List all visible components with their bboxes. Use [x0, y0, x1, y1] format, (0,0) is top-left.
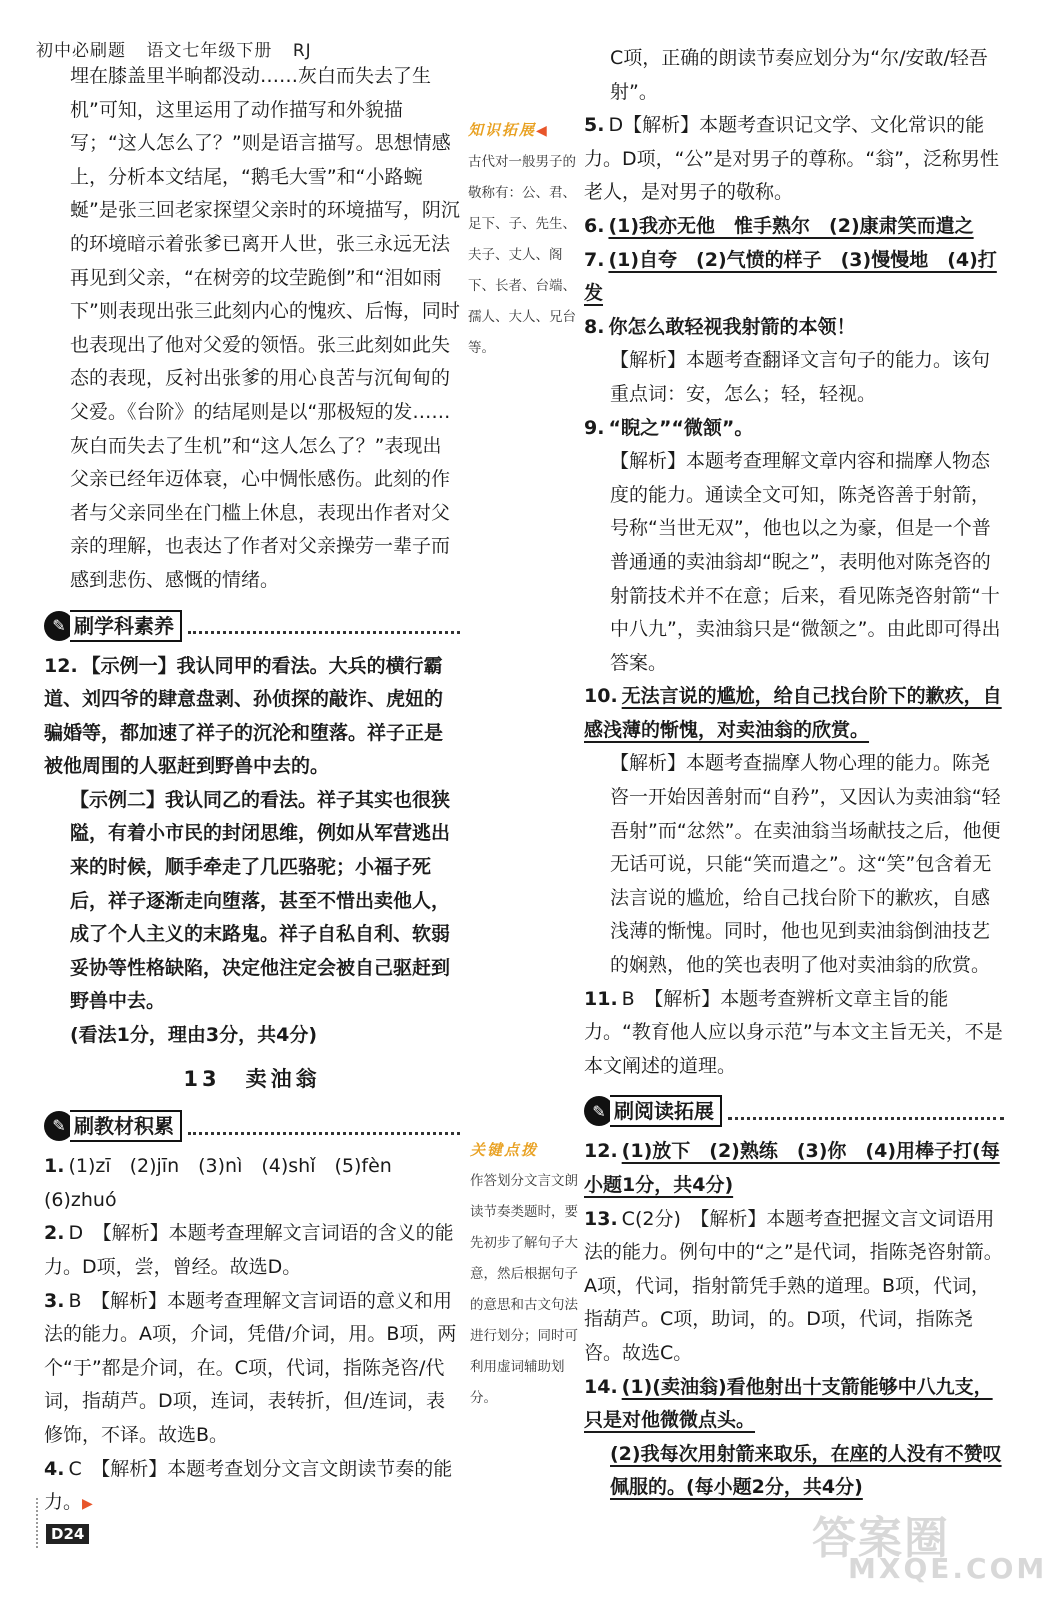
side-note-title: 知识拓展◀ — [468, 121, 549, 139]
dotted-divider — [188, 1118, 460, 1135]
side-note-title: 关键点拨 — [470, 1141, 539, 1159]
answer-10: 10. 无法言说的尴尬，给自己找台阶下的歉疚，自感浅薄的惭愧，对卖油翁的欣赏。 — [584, 685, 1002, 741]
answer-9-note: 【解析】本题考查理解文章内容和揣摩人物态度的能力。通读全文可知，陈尧咨善于射箭，号称“当世无双”，他也以之为豪，但是一个普普通通的卖油翁却“睨之”，表明他对陈尧咨的射箭技术并不在意；后来，看见陈尧咨射箭“十中八九”，卖油翁只是“微颔之”。由此即可得出答案。 — [610, 450, 1001, 674]
answer-11: 11. B 【解析】本题考查辨析文章主旨的能力。“教育他人应以身示范”与本文主旨无关，不是本文阐述的道理。 — [584, 987, 1003, 1077]
answer-12-example2: 【示例二】我认同乙的看法。祥子其实也很狭隘，有着小市民的封闭思维，例如从军营逃出来的时候，顺手牵走了几匹骆驼；小福子死后，祥子逐渐走向堕落，甚至不惜出卖他人，成了个人主义的末路鬼。祥子自私自利、软弱妥协等性格缺陷，决定他注定会被自己驱赶到野兽中去。 — [70, 788, 451, 1013]
answer-12-score: (看法1分，理由3分，共4分) — [70, 1024, 318, 1047]
answer-12-reading: 12. (1)放下 (2)熟练 (3)你 (4)用棒子打(每小题1分，共4分) — [584, 1140, 1000, 1196]
answer-1: 1. (1)zī (2)jīn (3)nì (4)shǐ (5)fèn (6)zhuó — [44, 1155, 411, 1211]
arrow-right-icon: ▶ — [82, 1496, 93, 1513]
answer-4: 4. C 【解析】本题考查划分文言文朗读节奏的能力。▶ — [44, 1457, 453, 1514]
dotted-divider — [728, 1103, 1004, 1120]
side-note-text: 作答划分文言文朗读节奏类题时，要先初步了解句子大意，然后根据句子的意思和古文句法进行划分；同时可利用虚词辅助划分。 — [470, 1173, 578, 1406]
section-heading-textbook — [44, 1106, 460, 1146]
lesson-title: 13 卖油翁 — [183, 1066, 321, 1091]
side-note-text: 古代对一般男子的敬称有：公、君、足下、子、先生、夫子、丈人、阁下、长者、台端、孺人、大人、兄台等。 — [468, 154, 576, 356]
brush-icon: ✎ — [44, 611, 74, 641]
edition: RJ — [292, 41, 312, 61]
series-name: 初中必刷题 — [36, 41, 126, 61]
dotted-divider — [188, 617, 460, 634]
answer-13: 13. C(2分) 【解析】本题考查把握文言文词语用法的能力。例句中的“之”是代词，指陈尧咨射箭。A项，代词，指射箭凭手熟的道理。B项，代词，指葫芦。C项，助词，的。D项，代词，指陈尧咨。故选C。 — [584, 1207, 1003, 1364]
section-label: 刷阅读拓展 — [610, 1095, 722, 1127]
arrow-left-icon: ◀ — [536, 123, 549, 139]
answer-14: 14. (1)(卖油翁)看他射出十支箭能够中八九支，只是对他微微点头。 — [584, 1375, 993, 1432]
answer-3: 3. B 【解析】本题考查理解文言词语的意义和用法的能力。A项，介词，凭借/介词，用。B项，两个“于”都是介词，在。C项，代词，指陈尧咨/代词，指葫芦。D项，连词，表转折，但/连词，表修饰，不译。故选B。 — [44, 1289, 457, 1446]
side-note-knowledge — [468, 115, 580, 364]
page-header — [36, 36, 326, 61]
answer-8-note: 【解析】本题考查翻译文言句子的能力。该句重点词：安，怎么；轻，轻视。 — [610, 349, 991, 405]
left-column — [44, 60, 460, 1522]
brush-icon: ✎ — [44, 1111, 74, 1141]
answer-12: 12. 【示例一】我认同甲的看法。大兵的横行霸道、刘四爷的肆意盘剥、孙侦探的敲诈、虎妞的骗婚等，都加速了祥子的沉沦和堕落。祥子正是被他周围的人驱赶到野兽中去的。 — [44, 654, 444, 778]
answer-6: 6. (1)我亦无他 惟手熟尔 (2)康肃笑而遣之 — [584, 214, 974, 237]
answer-14-part2: (2)我每次用射箭来取乐，在座的人没有不赞叹佩服的。(每小题2分，共4分) — [610, 1442, 1002, 1499]
answer-5: 5. D【解析】本题考查识记文学、文化常识的能力。D项，“公”是对男子的尊称。“翁”，泛称男性老人，是对男子的敬称。 — [584, 114, 1000, 204]
section-label: 刷学科素养 — [70, 610, 182, 642]
page-margin-dots — [36, 1498, 38, 1548]
right-column — [584, 42, 1004, 1505]
answer-10-note: 【解析】本题考查揣摩人物心理的能力。陈尧咨一开始因善射而“自矜”，又因认为卖油翁“轻吾射”而“忿然”。在卖油翁当场献技之后，他便无话可说，只能“笑而遣之”。这“笑”包含着无法言说的尴尬，给自己找台阶下的歉疚，自感浅薄的惭愧。同时，他也见到卖油翁倒油技艺的娴熟，他的笑也表明了他对卖油翁的欣赏。 — [610, 752, 1001, 977]
analysis-paragraph: 埋在膝盖里半晌都没动……灰白而失去了生机”可知，这里运用了动作描写和外貌描写；“这人怎么了？”则是语言描写。思想情感上，分析本文结尾，“鹅毛大雪”和“小路蜿蜒”是张三回老家探望父亲时的环境描写，阴沉的环境暗示着张爹已离开人世，张三永远无法再见到父亲，“在树旁的坟茔跪倒”和“泪如雨下”则表现出张三此刻内心的愧疚、后悔，同时也表现出了他对父爱的领悟。张三此刻如此失态的表现，反衬出张爹的用心良苦与沉甸甸的父爱。《台阶》的结尾则是以“那极短的发……灰白而失去了生机”和“这人怎么了？”表现出父亲已经年迈体衰，心中惆怅感伤。此刻的作者与父亲同坐在门槛上休息，表现出作者对父亲的理解，也表达了作者对父亲操劳一辈子而感到悲伤、感慨的情绪。 — [70, 65, 460, 591]
section-heading-subject-literacy — [44, 606, 460, 646]
section-heading-reading — [584, 1091, 1004, 1131]
answer-8: 8. 你怎么敢轻视我射箭的本领！ — [584, 315, 856, 338]
subject-name: 语文七年级下册 — [146, 41, 273, 61]
side-note-tips — [470, 1135, 580, 1414]
page-number: D24 — [46, 1524, 89, 1544]
answer-2: 2. D 【解析】本题考查理解文言词语的含义的能力。D项，尝，曾经。故选D。 — [44, 1222, 454, 1278]
brush-icon: ✎ — [584, 1096, 614, 1126]
answer-4-continued: C项，正确的朗读节奏应划分为“尔/安敢/轻吾射”。 — [610, 47, 988, 103]
watermark-url: MXQE.COM — [848, 1552, 1048, 1585]
section-label: 刷教材积累 — [70, 1110, 182, 1142]
watermark-logo: 答案圈 — [812, 1513, 950, 1564]
answer-9: 9. “睨之”“微颔”。 — [584, 416, 754, 439]
answer-7: 7. (1)自夸 (2)气愤的样子 (3)慢慢地 (4)打发 — [584, 248, 997, 305]
